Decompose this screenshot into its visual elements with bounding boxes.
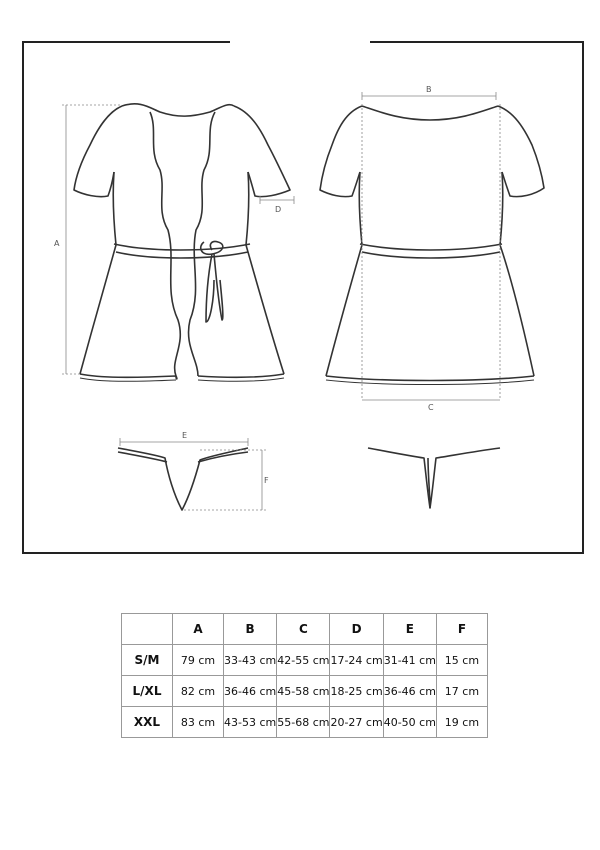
- size-label: S/M: [122, 645, 173, 676]
- column-header-c: C: [277, 614, 330, 645]
- table-cell: 31-41 cm: [383, 645, 436, 676]
- column-header-d: D: [330, 614, 383, 645]
- label-b: B: [426, 85, 432, 94]
- table-cell: 45-58 cm: [277, 676, 330, 707]
- front-measure-lines: [62, 105, 294, 374]
- table-cell: 79 cm: [173, 645, 224, 676]
- label-d: D: [275, 205, 282, 214]
- column-header-a: A: [173, 614, 224, 645]
- table-row: [122, 676, 488, 707]
- table-cell: 42-55 cm: [277, 645, 330, 676]
- robe-front-drawing: [74, 104, 290, 381]
- thong-back-drawing: [368, 448, 500, 508]
- table-cell: 17-24 cm: [330, 645, 383, 676]
- label-c: C: [428, 403, 434, 412]
- table-cell: 36-46 cm: [224, 676, 277, 707]
- column-header-f: F: [436, 614, 487, 645]
- table-cell: 17 cm: [436, 676, 487, 707]
- table-cell: 15 cm: [436, 645, 487, 676]
- size-label: XXL: [122, 707, 173, 738]
- size-chart-corner-cell: [122, 614, 173, 645]
- table-row: [122, 707, 488, 738]
- table-cell: 55-68 cm: [277, 707, 330, 738]
- table-cell: 83 cm: [173, 707, 224, 738]
- column-header-e: E: [383, 614, 436, 645]
- size-chart-header-row: [122, 614, 488, 645]
- robe-back-drawing: [320, 106, 544, 385]
- table-cell: 82 cm: [173, 676, 224, 707]
- label-e: E: [182, 431, 188, 440]
- thong-front-drawing: [118, 448, 248, 510]
- table-cell: 36-46 cm: [383, 676, 436, 707]
- table-cell: 40-50 cm: [383, 707, 436, 738]
- table-cell: 43-53 cm: [224, 707, 277, 738]
- back-measure-lines: [362, 92, 500, 400]
- table-cell: 33-43 cm: [224, 645, 277, 676]
- column-header-b: B: [224, 614, 277, 645]
- label-a: A: [54, 239, 60, 248]
- table-row: [122, 645, 488, 676]
- table-cell: 18-25 cm: [330, 676, 383, 707]
- size-label: L/XL: [122, 676, 173, 707]
- label-f: F: [264, 476, 269, 485]
- table-cell: 20-27 cm: [330, 707, 383, 738]
- size-chart-table: [121, 613, 488, 738]
- table-cell: 19 cm: [436, 707, 487, 738]
